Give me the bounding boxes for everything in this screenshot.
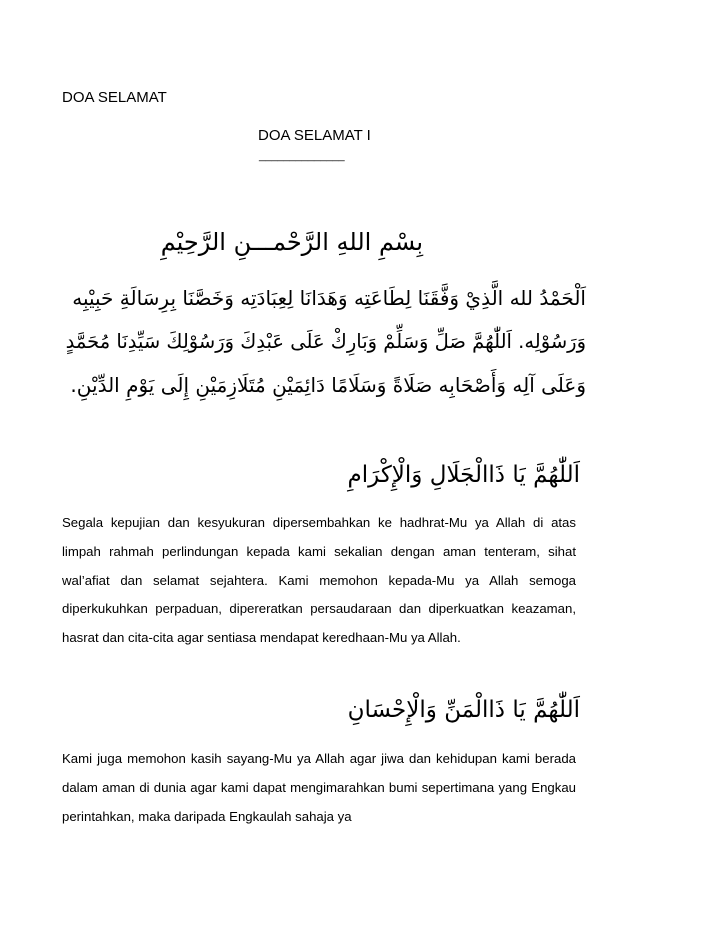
title-underline: ______________ — [259, 150, 345, 162]
document-heading: DOA SELAMAT — [62, 89, 167, 106]
malay-paragraph-2: Kami juga memohon kasih sayang-Mu ya Allah agar jiwa dan kehidupan kami berada dalam aman di dunia agar kami dapat mengimarahkan bumi sepertimana yang Engkau perintahkan, maka daripada Engkaulah sahaja ya — [62, 751, 576, 824]
arabic-doa-line-3: وَعَلَى آلِه وَأَصْحَابِه صَلَاةً وَسَلَامًا دَائِمَيْنِ مُتَلَازِمَيْنِ إِلَى يَوْمِ الدِّيْنِ. — [70, 373, 586, 397]
arabic-doa-line-2: وَرَسُوْلِه. اَللّٰهُمَّ صَلِّ وَسَلِّمْ وَبَارِكْ عَلَى عَبْدِكَ وَرَسُوْلِكَ سَيِّدِنَا مُحَمَّدٍ — [65, 330, 586, 353]
section-title: DOA SELAMAT I — [258, 127, 371, 144]
arabic-invocation-1: اَللّٰهُمَّ يَا ذَاالْجَلَالِ وَالْإِكْرَامِ — [347, 462, 580, 488]
malay-paragraph-1: Segala kepujian dan kesyukuran dipersembahkan ke hadhrat-Mu ya Allah di atas limpah rahmah perlindungan kepada kami sekalian dengan aman tenteram, sihat wal’afiat dan selamat sejahtera. Kami memohon kepada-Mu ya Allah semoga diperkukuhkan perpaduan, dipereratkan persaudaraan dan diperkuatkan keazaman, hasrat dan cita-cita agar sentiasa mendapat keredhaan-Mu ya Allah. — [62, 515, 576, 646]
arabic-doa-line-1: اَلْحَمْدُ لله الَّذِيْ وَفَّقَنَا لِطَاعَتِه وَهَدَانَا لِعِبَادَتِه وَخَصَّنَا بِرِسَالَةِ حَبِيْبِه — [72, 286, 586, 310]
bismillah-line: بِسْمِ اللهِ الرَّحْمـــنِ الرَّحِيْمِ — [160, 228, 423, 256]
arabic-invocation-2: اَللّٰهُمَّ يَا ذَاالْمَنِّ وَالْإِحْسَانِ — [347, 697, 580, 723]
